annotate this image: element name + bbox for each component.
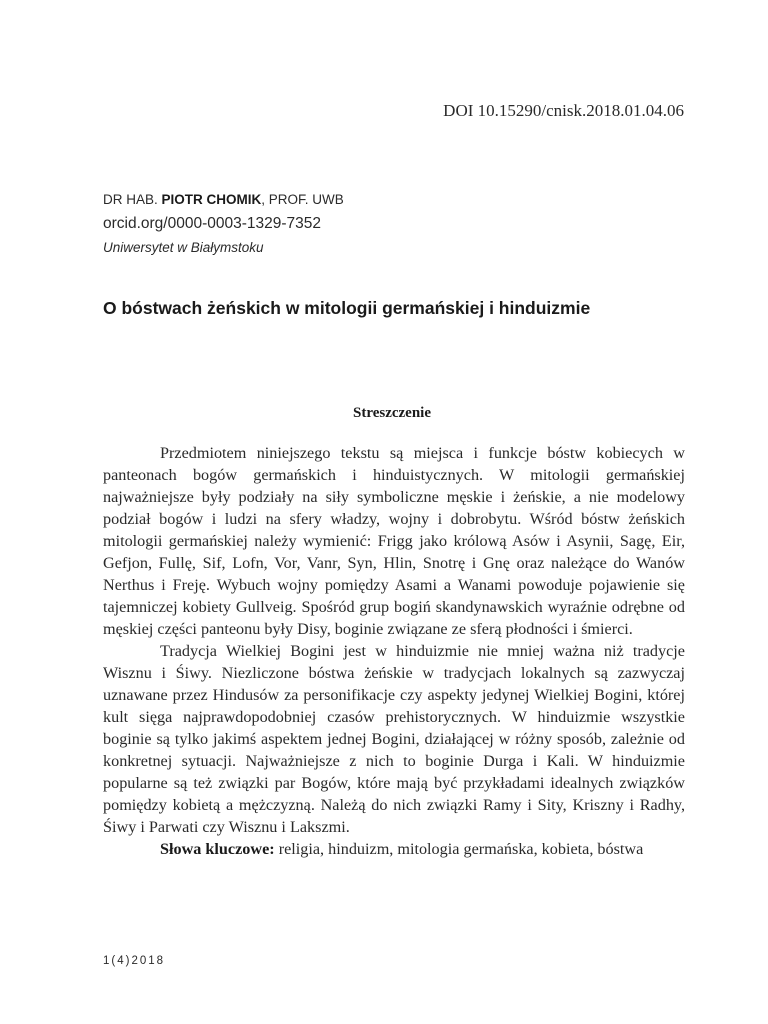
- keywords-text: religia, hinduizm, mitologia germańska, kobieta, bóstwa: [274, 840, 644, 858]
- author-orcid: orcid.org/0000-0003-1329-7352: [103, 215, 322, 232]
- author-line: [103, 192, 344, 207]
- abstract-body: [103, 442, 685, 860]
- abstract-paragraph: Tradycja Wielkiej Bogini jest w hinduizmie nie mniej ważna niż tradycje Wisznu i Śiwy. Niezliczone bóstwa żeńskie w tradycjach lokalnych są zazwyczaj uznawane przez Hindusów za personifikacje czy aspekty jedynej Wielkiej Bogini, której kult sięga najprawdopodobniej czasów prehistorycznych. W hinduizmie wszystkie boginie są tylko jakimś aspektem jednej Bogini, działającej w różny sposób, zależnie od konkretnej sytuacji. Najważniejsze z nich to boginie Durga i Kali. W hinduizmie popularne są też związki par Bogów, które mają być przykładami idealnych związków pomiędzy kobietą a mężczyzną. Należą do nich związki Ramy i Sity, Kriszny i Radhy, Śiwy i Parwati czy Wisznu i Lakszmi.: [103, 642, 685, 836]
- abstract-paragraph: Przedmiotem niniejszego tekstu są miejsca i funkcje bóstw kobiecych w panteonach bogów germańskich i hinduistycznych. W mitologii germańskiej najważniejsze były podziały na siły symboliczne męskie i żeńskie, a nie modelowy podział bogów i ludzi na sfery władzy, wojny i dobrobytu. Wśród bóstw żeńskich mitologii germańskiej należy wymienić: Frigg jako królową Asów i Asynii, Sagę, Eir, Gefjon, Fullę, Sif, Lofn, Vor, Vanr, Syn, Hlin, Snotrę i Gnę oraz należące do Wanów Nerthus i Freję. Wybuch wojny pomiędzy Asami a Wanami powoduje pojawienie się tajemniczej kobiety Gullveig. Spośród grup bogiń skandynawskich wyraźnie odrębne od męskiej części panteonu były Disy, boginie związane ze sferą płodności i śmierci.: [103, 444, 685, 638]
- issue-number: 1(4)2018: [103, 955, 166, 967]
- doi-identifier: DOI 10.15290/cnisk.2018.01.04.06: [443, 101, 684, 120]
- author-suffix: , PROF. UWB: [261, 192, 344, 207]
- author-prefix: DR HAB.: [103, 192, 162, 207]
- abstract-heading: Streszczenie: [352, 405, 432, 421]
- keywords-label: Słowa kluczowe:: [160, 840, 275, 858]
- keywords: [103, 838, 685, 860]
- article-title: O bóstwach żeńskich w mitologii germańskiej i hinduizmie: [103, 298, 591, 318]
- author-affiliation: Uniwersytet w Białymstoku: [103, 240, 264, 255]
- author-name: PIOTR CHOMIK: [161, 192, 262, 207]
